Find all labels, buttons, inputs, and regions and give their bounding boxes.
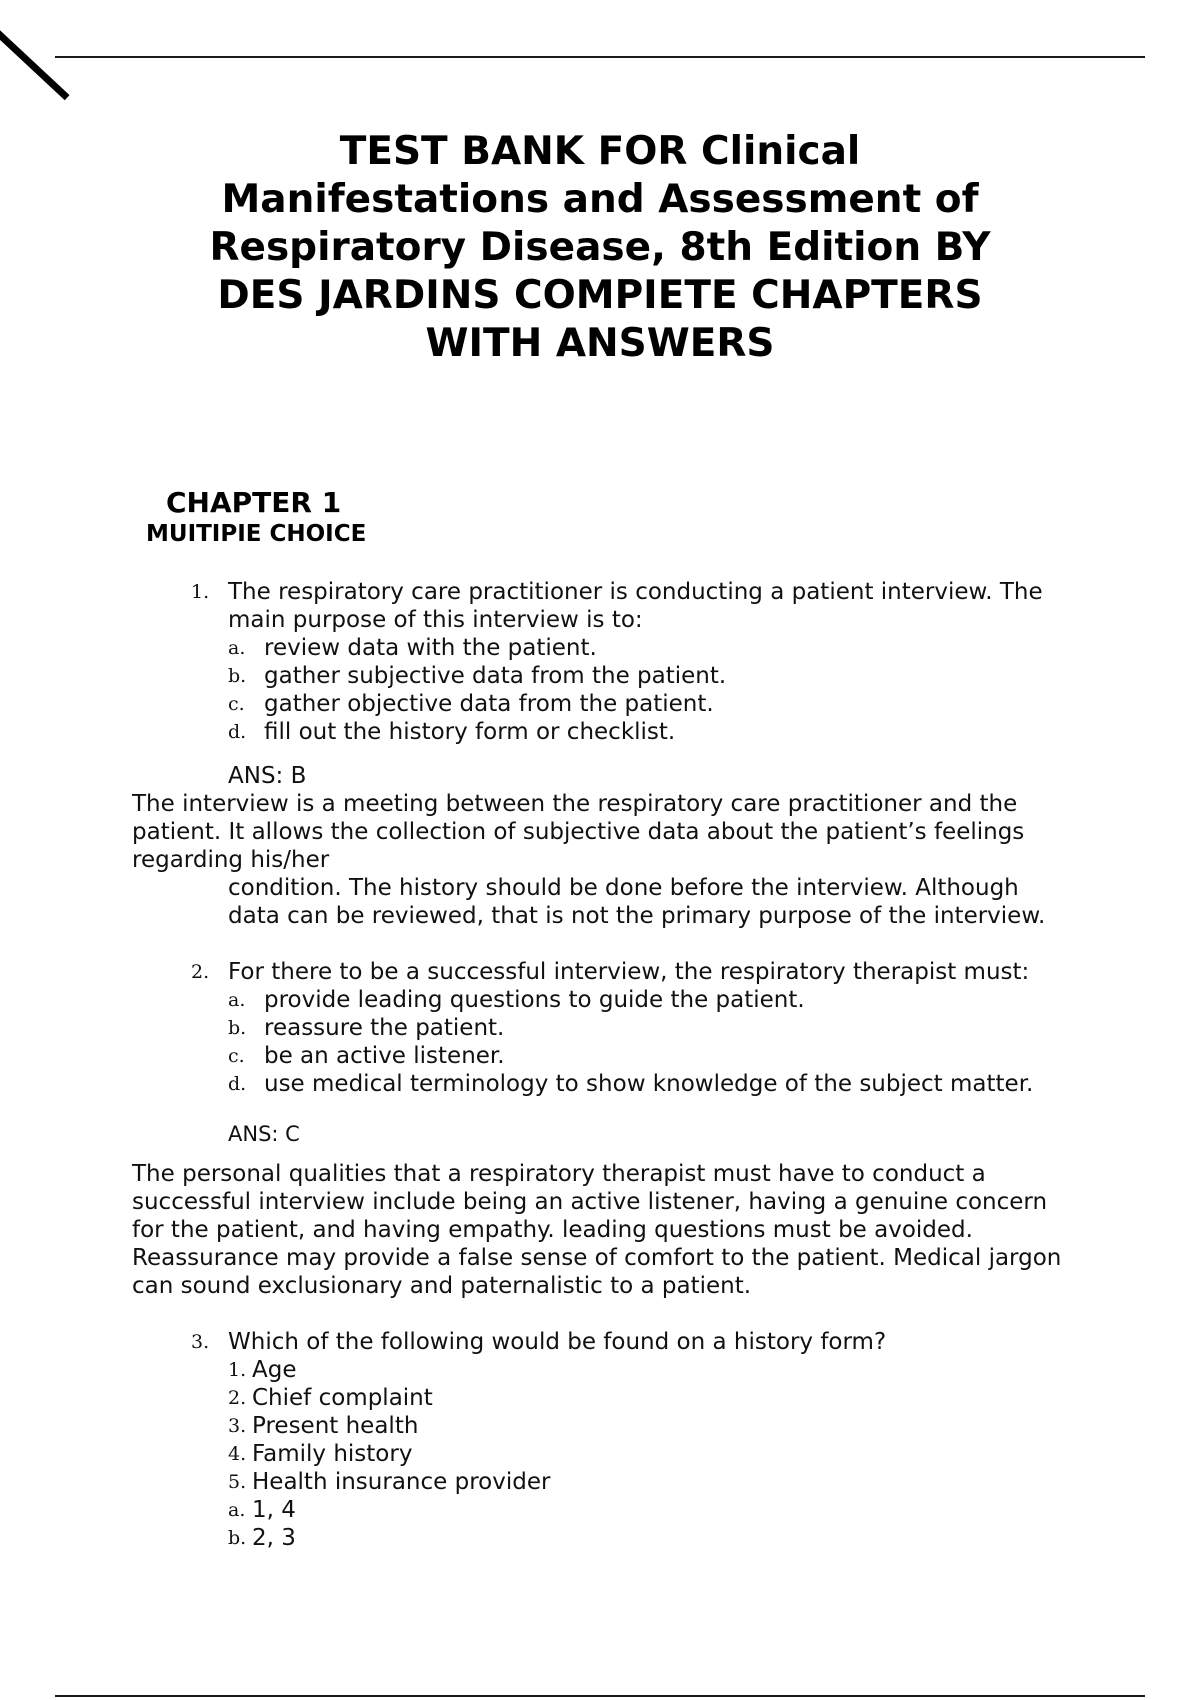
rationale-line: data can be reviewed, that is not the primary purpose of the interview. (228, 903, 1046, 929)
option-letter: b. (228, 1527, 247, 1549)
list-item-number: 5. (228, 1471, 247, 1493)
list-item-text: Health insurance provider (252, 1469, 551, 1495)
answer-key: ANS: C (228, 1122, 300, 1146)
option-text: review data with the patient. (264, 635, 597, 661)
option-text: 2, 3 (252, 1525, 296, 1551)
title-line: WITH ANSWERS (425, 321, 775, 366)
option-letter: a. (228, 989, 246, 1011)
corner-fold-mark (0, 27, 70, 100)
document-title (150, 128, 1050, 368)
list-item-text: Age (252, 1357, 297, 1383)
question-number: 3. (191, 1331, 210, 1353)
question-number: 2. (191, 961, 210, 983)
option-letter: d. (228, 1073, 247, 1095)
question-number: 1. (191, 581, 210, 603)
option-text: fill out the history form or checklist. (264, 719, 676, 745)
rationale-line: condition. The history should be done before the interview. Although (228, 875, 1019, 901)
list-item-number: 2. (228, 1387, 247, 1409)
question-stem-line: Which of the following would be found on a history form? (228, 1329, 887, 1355)
list-item-number: 4. (228, 1443, 247, 1465)
question-stem-line: The respiratory care practitioner is conducting a patient interview. The (228, 579, 1043, 605)
list-item-text: Present health (252, 1413, 419, 1439)
option-text: use medical terminology to show knowledge of the subject matter. (264, 1071, 1034, 1097)
rationale-line: successful interview include being an active listener, having a genuine concern (132, 1189, 1048, 1215)
option-text: be an active listener. (264, 1043, 505, 1069)
footer-rule (55, 1695, 1145, 1697)
rationale-line: patient. It allows the collection of subjective data about the patient’s feelings (132, 819, 1025, 845)
option-letter: a. (228, 637, 246, 659)
title-line: DES JARDINS COMPIETE CHAPTERS (217, 273, 983, 318)
list-item-text: Family history (252, 1441, 413, 1467)
title-line: TEST BANK FOR Clinical (339, 129, 861, 174)
chapter-heading: CHAPTER 1 (166, 486, 342, 519)
header-rule (55, 56, 1145, 58)
question-stem-line: main purpose of this interview is to: (228, 607, 643, 633)
option-letter: b. (228, 1017, 247, 1039)
option-letter: c. (228, 1045, 245, 1067)
rationale-line: regarding his/her (132, 847, 330, 873)
rationale-line: The personal qualities that a respiratory therapist must have to conduct a (132, 1161, 986, 1187)
title-line: Manifestations and Assessment of (221, 177, 979, 222)
option-letter: b. (228, 665, 247, 687)
rationale-line: for the patient, and having empathy. leading questions must be avoided. (132, 1217, 973, 1243)
option-text: gather subjective data from the patient. (264, 663, 727, 689)
rationale-line: The interview is a meeting between the respiratory care practitioner and the (132, 791, 1018, 817)
answer-key: ANS: B (228, 763, 307, 789)
option-text: reassure the patient. (264, 1015, 505, 1041)
option-text: provide leading questions to guide the patient. (264, 987, 805, 1013)
option-letter: a. (228, 1499, 246, 1521)
option-letter: d. (228, 721, 247, 743)
title-line: Respiratory Disease, 8th Edition BY (209, 225, 991, 270)
option-letter: c. (228, 693, 245, 715)
option-text: gather objective data from the patient. (264, 691, 714, 717)
rationale-line: Reassurance may provide a false sense of comfort to the patient. Medical jargon (132, 1245, 1062, 1271)
list-item-number: 1. (228, 1359, 247, 1381)
list-item-text: Chief complaint (252, 1385, 433, 1411)
rationale-line: can sound exclusionary and paternalistic to a patient. (132, 1273, 752, 1299)
question-stem-line: For there to be a successful interview, the respiratory therapist must: (228, 959, 1030, 985)
section-heading: MUITIPIE CHOICE (146, 521, 367, 547)
list-item-number: 3. (228, 1415, 247, 1437)
option-text: 1, 4 (252, 1497, 296, 1523)
